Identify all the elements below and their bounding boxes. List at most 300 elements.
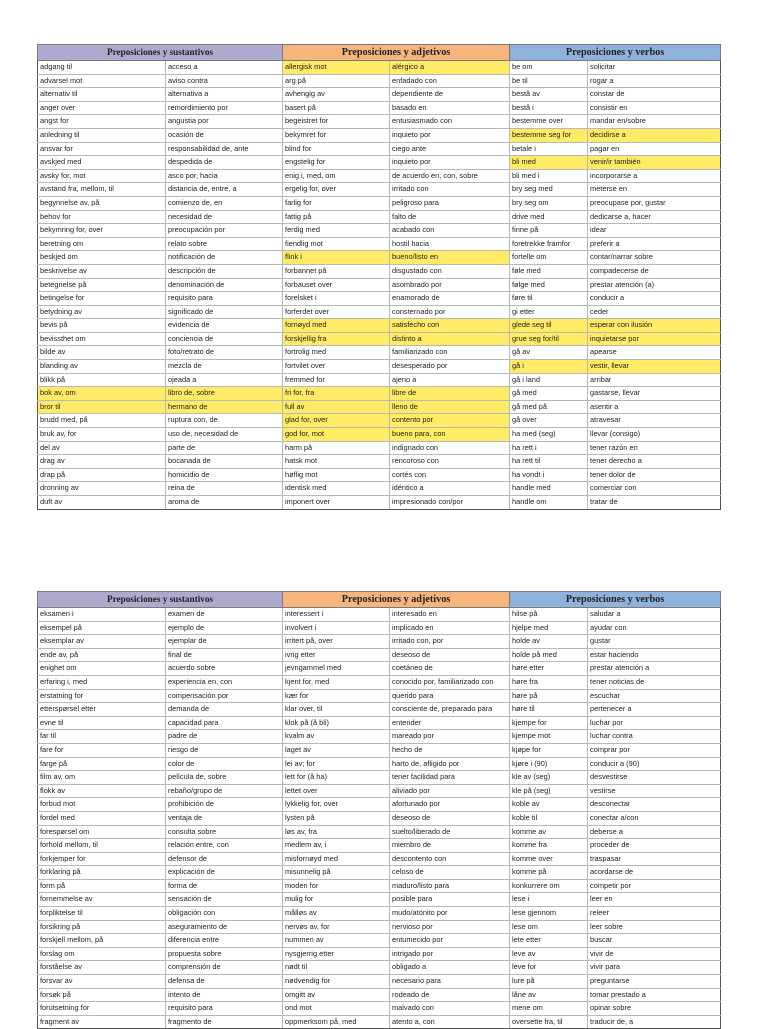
table-cell: acordarse de [588,866,721,880]
table-cell: comerciar con [588,482,721,496]
table-cell: handle med [510,482,588,496]
table-cell: relato sobre [166,237,283,251]
table-cell: holde av [510,635,588,649]
table-cell: asentir a [588,400,721,414]
table-cell: bilde av [38,346,166,360]
table-cell: consciente de, preparado para [390,703,510,717]
table-cell: fremmed for [283,373,390,387]
table-cell: konkurrere om [510,879,588,893]
table-cell: forsikring på [38,920,166,934]
table-cell: harm på [283,441,390,455]
table-cell: del av [38,441,166,455]
table-cell: oppmerksom på, med [283,1015,390,1029]
table-cell: experiencia en, con [166,675,283,689]
table-cell: rogar a [588,74,721,88]
table-row [38,332,721,346]
table-cell: arg på [283,74,390,88]
table-cell: forbud mot [38,798,166,812]
table-cell: nervioso por [390,920,510,934]
table-cell: bror til [38,400,166,414]
table-cell: idéntico a [390,482,510,496]
table-cell: angst for [38,115,166,129]
table-cell: acceso a [166,61,283,75]
table-cell: comprar por [588,743,721,757]
table-row [38,61,721,75]
table-cell: evidencia de [166,319,283,333]
table-row [38,703,721,717]
table-cell: betingelse for [38,292,166,306]
table-cell: libro de, sobre [166,387,283,401]
table-cell: hilse på [510,608,588,622]
table-cell: lettet over [283,784,390,798]
table-cell: miembro de [390,839,510,853]
table-cell: preferir a [588,237,721,251]
table-cell: farge på [38,757,166,771]
table-cell: mulig for [283,893,390,907]
table-cell: nysgjerrig etter [283,947,390,961]
vocab-table-2 [37,591,721,1029]
table-cell: falto de [390,210,510,224]
table-row [38,852,721,866]
table-cell: preocupase por, gustar [588,196,721,210]
table-cell: jevngammel med [283,662,390,676]
table-cell: bli med i [510,169,588,183]
table-cell: distancia de, entre, a [166,183,283,197]
table-cell: libre de [390,387,510,401]
table-cell: ciego ante [390,142,510,156]
table-cell: sensación de [166,893,283,907]
table-row [38,730,721,744]
table-cell: inquietarse por [588,332,721,346]
table-cell: ceder [588,305,721,319]
table-cell: bekymret for [283,128,390,142]
table-row [38,675,721,689]
table-row [38,482,721,496]
table-cell: forma de [166,879,283,893]
table-cell: forsøk på [38,988,166,1002]
table-cell: høre på [510,689,588,703]
table-cell: aroma de [166,496,283,510]
table-row [38,771,721,785]
table-row [38,428,721,442]
table-cell: homicidio de [166,468,283,482]
table-cell: harto de, afligido por [390,757,510,771]
table-cell: medlem av, i [283,839,390,853]
table-row [38,400,721,414]
table-cell: identisk med [283,482,390,496]
table-cell: lei av; for [283,757,390,771]
table-cell: forsvar av [38,975,166,989]
header-sustantivos: Preposiciones y sustantivos [38,45,283,61]
table-cell: comienzo de, en [166,196,283,210]
table-cell: descripción de [166,264,283,278]
table-cell: god for, mot [283,428,390,442]
table-cell: høflig mot [283,468,390,482]
table-cell: føle med [510,264,588,278]
table-cell: rodeado de [390,988,510,1002]
table-cell: avhengig av [283,88,390,102]
table-cell: propuesta sobre [166,947,283,961]
header-adjetivos: Preposiciones y adjetivos [283,45,510,61]
table-cell: rebaño/grupo de [166,784,283,798]
table-cell: leve av [510,947,588,961]
table-cell: bestå i [510,101,588,115]
table-row [38,934,721,948]
table-cell: betale i [510,142,588,156]
table-cell: drap på [38,468,166,482]
table-row [38,346,721,360]
table-cell: vivir de [588,947,721,961]
table-cell: farlig for [283,196,390,210]
table-row [38,743,721,757]
table-cell: deseoso de [390,648,510,662]
table-row [38,115,721,129]
table-cell: ha rett i [510,441,588,455]
table-cell: misfornøyd med [283,852,390,866]
table-cell: flink i [283,251,390,265]
table-cell: mudo/atónito por [390,907,510,921]
table-row [38,621,721,635]
table-row [38,784,721,798]
table-cell: nummen av [283,934,390,948]
table-cell: traducir de, a [588,1015,721,1029]
table-cell: hecho de [390,743,510,757]
table-cell: irritado con [390,183,510,197]
table-cell: requisito para [166,292,283,306]
table-cell: anger over [38,101,166,115]
table-cell: brudd med, på [38,414,166,428]
table-row [38,635,721,649]
table-cell: forelsket i [283,292,390,306]
table-cell: ansvar for [38,142,166,156]
table-cell: implicado en [390,621,510,635]
table-row [38,879,721,893]
table-cell: satisfecho con [390,319,510,333]
table-row [38,893,721,907]
table-cell: forferdet over [283,305,390,319]
table-cell: fortelle om [510,251,588,265]
table-cell: drive med [510,210,588,224]
table-cell: consistir en [588,101,721,115]
table-cell: arribar [588,373,721,387]
table-cell: llevar (consigo) [588,428,721,442]
table-row [38,1002,721,1016]
table-cell: adgang til [38,61,166,75]
table-cell: acabado con [390,224,510,238]
table-cell: enfadado con [390,74,510,88]
table-cell: tener razón en [588,441,721,455]
table-cell: handle om [510,496,588,510]
table-cell: película de, sobre [166,771,283,785]
table-cell: form på [38,879,166,893]
table-cell: enig i, med, om [283,169,390,183]
table-cell: erfaring i, med [38,675,166,689]
table-cell: asombrado por [390,278,510,292]
table-cell: defensor de [166,852,283,866]
table-cell: competir por [588,879,721,893]
table-row [38,278,721,292]
table-cell: gastarse, llevar [588,387,721,401]
table-cell: saludar a [588,608,721,622]
table-cell: atravesar [588,414,721,428]
table-row [38,101,721,115]
table-cell: forespørsel om [38,825,166,839]
table-cell: ond mot [283,1002,390,1016]
table-row [38,468,721,482]
table-cell: finne på [510,224,588,238]
table-cell: significado de [166,305,283,319]
table-cell: glad for, over [283,414,390,428]
table-cell: imponert over [283,496,390,510]
table-cell: vivir para [588,961,721,975]
table-cell: full av [283,400,390,414]
table-cell: acuerdo sobre [166,662,283,676]
table-cell: gå i land [510,373,588,387]
table-row [38,839,721,853]
table-cell: ocasión de [166,128,283,142]
table-cell: omgitt av [283,988,390,1002]
table-cell: enighet om [38,662,166,676]
table-row [38,662,721,676]
table-cell: blikk på [38,373,166,387]
table-cell: ha vondt i [510,468,588,482]
table-row [38,825,721,839]
table-cell: kjøre i (90) [510,757,588,771]
table-cell: bevis på [38,319,166,333]
table-cell: alternativa a [166,88,283,102]
table-cell: duft av [38,496,166,510]
table-cell: kær for [283,689,390,703]
table-cell: beskrivelse av [38,264,166,278]
table-cell: gå av [510,346,588,360]
header-sustantivos: Preposiciones y sustantivos [38,592,283,608]
table-cell: inquieto por [390,156,510,170]
table-cell: kjempe for [510,716,588,730]
table-cell: forutsetning for [38,1002,166,1016]
table-cell: glede seg til [510,319,588,333]
table-cell: padre de [166,730,283,744]
table-cell: requisito para [166,1002,283,1016]
table-cell: conciencia de [166,332,283,346]
table-cell: be til [510,74,588,88]
table-cell: coetáneo de [390,662,510,676]
table-cell: venir/ir también [588,156,721,170]
table-cell: bueno/listo en [390,251,510,265]
table-cell: distinto a [390,332,510,346]
table-cell: solicitar [588,61,721,75]
table-cell: høre etter [510,662,588,676]
table-row [38,496,721,510]
table-cell: hjelpe med [510,621,588,635]
table-cell: komme over [510,852,588,866]
table-cell: vestir, llevar [588,360,721,374]
table-cell: notificación de [166,251,283,265]
table-cell: desconectar [588,798,721,812]
header-adjetivos: Preposiciones y adjetivos [283,592,510,608]
table-cell: låne av [510,988,588,1002]
table-cell: nervøs av, for [283,920,390,934]
table-cell: celoso de [390,866,510,880]
table-cell: lure på [510,975,588,989]
table-cell: suelto/liberado de [390,825,510,839]
table-row [38,305,721,319]
vocab-table-1 [37,44,721,510]
table-cell: følge med [510,278,588,292]
table-cell: familiarizado con [390,346,510,360]
table-cell: gå med [510,387,588,401]
table-cell: peligroso para [390,196,510,210]
table-row [38,128,721,142]
table-cell: hatsk mot [283,455,390,469]
table-row [38,251,721,265]
table-cell: constar de [588,88,721,102]
table-cell: impresionado con/por [390,496,510,510]
table-cell: dependiente de [390,88,510,102]
table-cell: lykkelig for, over [283,798,390,812]
table-cell: nødvendig for [283,975,390,989]
table-cell: kle av (seg) [510,771,588,785]
table-cell: alérgico a [390,61,510,75]
table-cell: esperar con ilusión [588,319,721,333]
table-row [38,169,721,183]
table-cell: kle på (seg) [510,784,588,798]
table-cell: interesado en [390,608,510,622]
table-cell: interessert i [283,608,390,622]
table-cell: komme på [510,866,588,880]
table-row [38,907,721,921]
table-cell: conocido por, familiarizado con [390,675,510,689]
table-cell: hermano de [166,400,283,414]
table-cell: preocupación por [166,224,283,238]
table-cell: prohibición de [166,798,283,812]
table-cell: incorporarse a [588,169,721,183]
table-cell: irritado con, por [390,635,510,649]
table-row [38,319,721,333]
table-cell: klar over, til [283,703,390,717]
table-cell: remordimiento por [166,101,283,115]
table-cell: ejemplar de [166,635,283,649]
table-cell: descontento con [390,852,510,866]
table-cell: opinar sobre [588,1002,721,1016]
table-cell: relación entre, con [166,839,283,853]
table-cell: basado en [390,101,510,115]
table-cell: gå i [510,360,588,374]
table-cell: erstatning for [38,689,166,703]
table-cell: entumecido por [390,934,510,948]
table-cell: begynnelse av, på [38,196,166,210]
table-cell: evne til [38,716,166,730]
table-row [38,716,721,730]
table-cell: pertenecer a [588,703,721,717]
table-row [38,210,721,224]
table-cell: mezcla de [166,360,283,374]
table-cell: forbannet på [283,264,390,278]
table-cell: eksempel på [38,621,166,635]
table-cell: compadecerse de [588,264,721,278]
table-cell: leer sobre [588,920,721,934]
table-cell: løs av, fra [283,825,390,839]
table-cell: holde på med [510,648,588,662]
table-cell: deberse a [588,825,721,839]
table-cell: lete etter [510,934,588,948]
table-row [38,648,721,662]
table-cell: defensa de [166,975,283,989]
table-cell: etterspørsel etter [38,703,166,717]
table-cell: betegnelse på [38,278,166,292]
table-cell: begeistret for [283,115,390,129]
table-cell: traspasar [588,852,721,866]
table-cell: final de [166,648,283,662]
table-cell: necesidad de [166,210,283,224]
table-cell: eksamen i [38,608,166,622]
table-cell: gi etter [510,305,588,319]
table-cell: fragmento de [166,1015,283,1029]
table-cell: behov for [38,210,166,224]
table-cell: ejemplo de [166,621,283,635]
table-cell: advarsel mot [38,74,166,88]
table-cell: prestar atención a [588,662,721,676]
table-cell: gustar [588,635,721,649]
table-cell: obligado a [390,961,510,975]
table-cell: avstand fra, mellom, til [38,183,166,197]
table-cell: ha med (seg) [510,428,588,442]
table-cell: gruе seg for/til [510,332,588,346]
table-cell: obligación con [166,907,283,921]
table-cell: forkjemper for [38,852,166,866]
table-cell: compensación por [166,689,283,703]
table-cell: parte de [166,441,283,455]
table-cell: fordel med [38,811,166,825]
table-cell: dronning av [38,482,166,496]
table-cell: responsabilidad de, ante [166,142,283,156]
table-cell: eksemplar av [38,635,166,649]
table-cell: moden for [283,879,390,893]
table-cell: mene om [510,1002,588,1016]
table-cell: bruk av, for [38,428,166,442]
table-cell: beskjed om [38,251,166,265]
table-cell: fiendlig mot [283,237,390,251]
table-cell: aviso contra [166,74,283,88]
table-cell: bry seg om [510,196,588,210]
table-cell: blanding av [38,360,166,374]
table-row [38,74,721,88]
table-cell: lysten på [283,811,390,825]
header-verbos: Preposiciones y verbos [510,45,721,61]
table-cell: lett for (å ha) [283,771,390,785]
table-cell: hostil hacia [390,237,510,251]
table-cell: kvalm av [283,730,390,744]
table-row [38,947,721,961]
table-cell: lese i [510,893,588,907]
table-cell: fortvilet over [283,360,390,374]
table-row [38,975,721,989]
table-cell: foretrekke framfor [510,237,588,251]
table-cell: ergelig for, over [283,183,390,197]
table-cell: forklaring på [38,866,166,880]
table-cell: tener dolor de [588,468,721,482]
table-cell: komme fra [510,839,588,853]
table-cell: enamorado de [390,292,510,306]
table-row [38,88,721,102]
table-cell: indignado con [390,441,510,455]
table-cell: bli med [510,156,588,170]
table-cell: klok på (å bli) [283,716,390,730]
table-cell: releer [588,907,721,921]
table-row [38,156,721,170]
table-cell: ayudar con [588,621,721,635]
table-cell: conducir a (90) [588,757,721,771]
table-cell: entusiasmado con [390,115,510,129]
